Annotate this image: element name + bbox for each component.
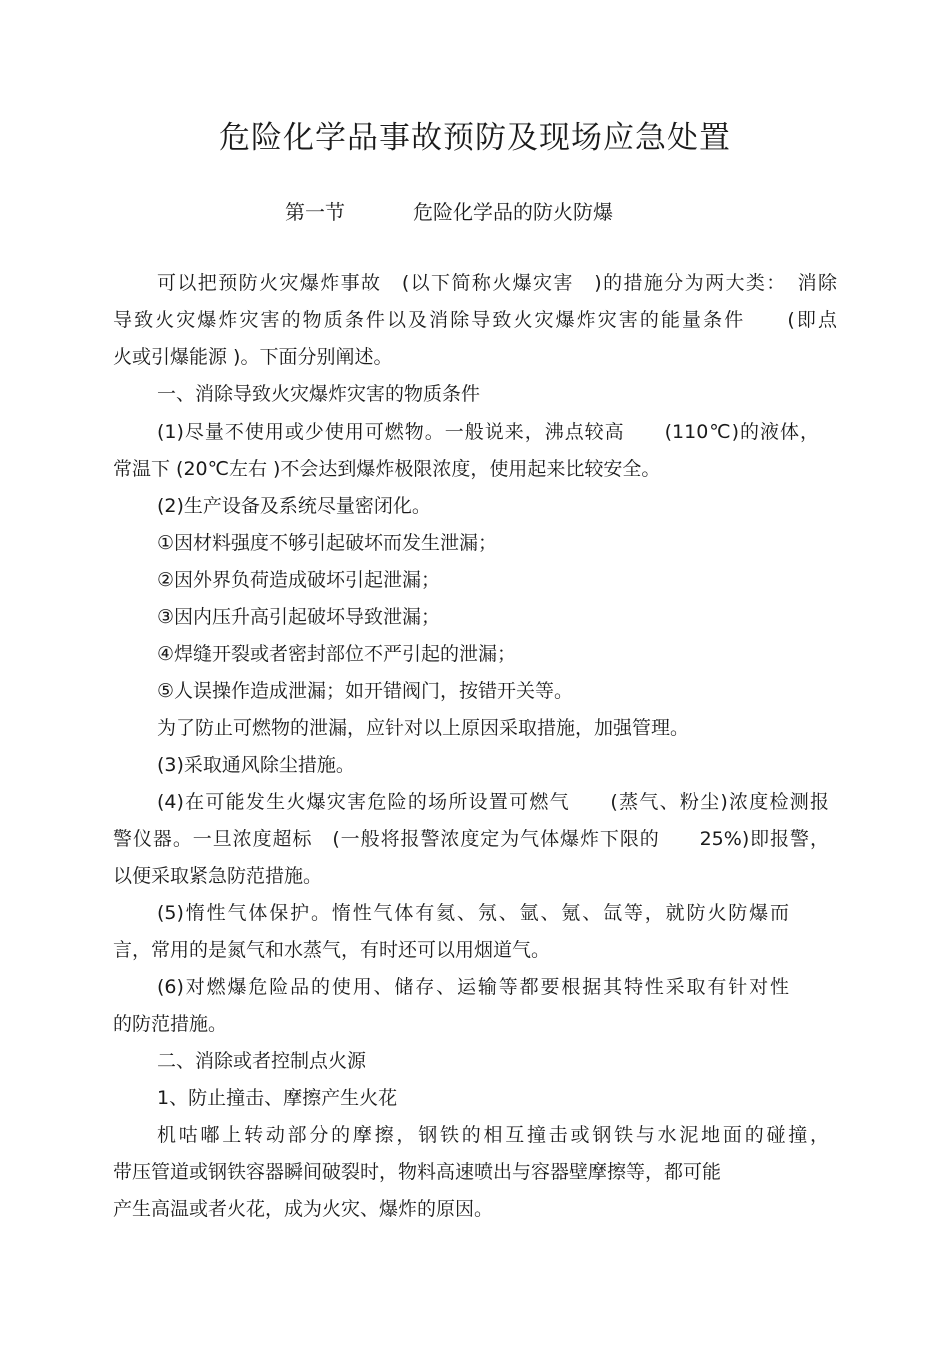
- document-title: 危险化学品事故预防及现场应急处置: [219, 120, 731, 156]
- paragraph-line: 的防范措施。: [113, 1013, 228, 1035]
- paragraph-line: (6)对燃爆危险品的使用、储存、运输等都要根据其特性采取有针对性: [157, 976, 789, 998]
- section-heading: [285, 196, 613, 225]
- section-name: 危险化学品的防火防爆: [413, 200, 613, 224]
- subheading: 二、消除或者控制点火源: [157, 1050, 367, 1072]
- paragraph-line: (4)在可能发生火爆灾害危险的场所设置可燃气 (蒸气、粉尘)浓度检测报: [157, 791, 829, 813]
- list-item: ②因外界负荷造成破坏引起泄漏；: [157, 569, 441, 591]
- subheading: 一、消除导致火灾爆炸灾害的物质条件: [157, 383, 481, 405]
- paragraph-line: 产生高温或者火花，成为火灾、爆炸的原因。: [113, 1198, 494, 1220]
- paragraph-line: 可以把预防火灾爆炸事故 (以下简称火爆灾害 )的措施分为两大类： 消除: [157, 272, 837, 294]
- paragraph-line: 机咕嘟上转动部分的摩擦，钢铁的相互撞击或钢铁与水泥地面的碰撞，: [157, 1124, 829, 1146]
- paragraph-line: 为了防止可燃物的泄漏，应针对以上原因采取措施，加强管理。: [157, 717, 690, 739]
- paragraph-line: (3)采取通风除尘措施。: [157, 754, 355, 776]
- paragraph-line: 常温下 (20℃左右 )不会达到爆炸极限浓度，使用起来比较安全。: [113, 458, 661, 480]
- subheading: 1、防止撞击、摩擦产生火花: [157, 1087, 398, 1109]
- list-item: ④焊缝开裂或者密封部位不严引起的泄漏；: [157, 643, 517, 665]
- paragraph-line: (1)尽量不使用或少使用可燃物。一般说来，沸点较高 (110℃)的液体，: [157, 421, 819, 443]
- list-item: ③因内压升高引起破坏导致泄漏；: [157, 606, 441, 628]
- paragraph-line: (2)生产设备及系统尽量密闭化。: [157, 495, 431, 517]
- paragraph-line: (5)惰性气体保护。惰性气体有氦、氖、氩、氪、氙等，就防火防爆而: [157, 902, 789, 924]
- paragraph-line: 导致火灾爆炸灾害的物质条件以及消除导致火灾爆炸灾害的能量条件 (即点: [113, 309, 837, 331]
- list-item: ①因材料强度不够引起破坏而发生泄漏；: [157, 532, 498, 554]
- paragraph-line: 带压管道或钢铁容器瞬间破裂时，物料高速喷出与容器壁摩擦等，都可能: [113, 1161, 722, 1183]
- paragraph-line: 警仪器。一旦浓度超标 (一般将报警浓度定为气体爆炸下限的 25%)即报警，: [113, 828, 829, 850]
- list-item: ⑤人误操作造成泄漏；如开错阀门，按错开关等。: [157, 680, 574, 702]
- paragraph-line: 言，常用的是氮气和水蒸气，有时还可以用烟道气。: [113, 939, 551, 961]
- paragraph-line: 火或引爆能源 )。下面分别阐述。: [113, 346, 393, 368]
- paragraph-line: 以便采取紧急防范措施。: [113, 865, 323, 887]
- section-number: 第一节: [285, 200, 345, 224]
